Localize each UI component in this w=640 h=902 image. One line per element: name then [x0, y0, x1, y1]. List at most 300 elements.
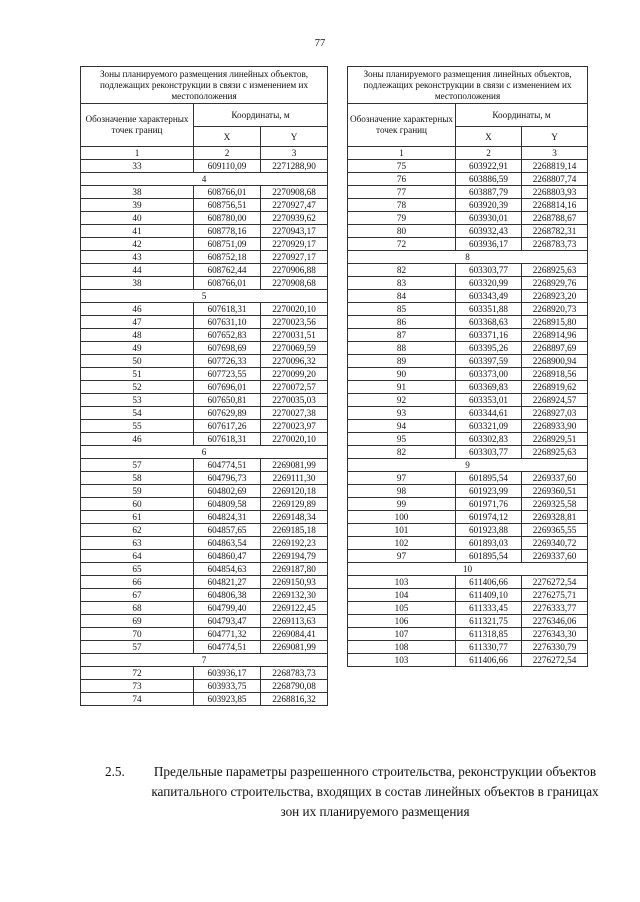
y-coordinate: 2268819,14: [522, 160, 588, 173]
x-coordinate: 608780,00: [194, 212, 261, 225]
point-id: 43: [81, 251, 194, 264]
x-coordinate: 604824,31: [194, 511, 261, 524]
zone-group-row: [348, 459, 588, 472]
y-coordinate: 2276330,79: [522, 641, 588, 654]
point-id: 99: [348, 498, 456, 511]
y-coordinate: 2276343,30: [522, 628, 588, 641]
x-coordinate: 604857,65: [194, 524, 261, 537]
point-label-header: Обозначение характерных точек границ: [81, 104, 194, 147]
y-coordinate: 2270020,10: [261, 433, 328, 446]
x-coordinate: 603932,43: [456, 225, 522, 238]
y-coordinate: 2268814,16: [522, 199, 588, 212]
table-row: [348, 433, 588, 446]
y-coordinate: 2269081,99: [261, 459, 328, 472]
y-coordinate: 2268924,57: [522, 394, 588, 407]
y-coordinate: 2268914,96: [522, 329, 588, 342]
table-row: [81, 264, 328, 277]
y-coordinate: 2269187,80: [261, 563, 328, 576]
x-coordinate: 603368,63: [456, 316, 522, 329]
table-row: [81, 186, 328, 199]
y-coordinate: 2269325,58: [522, 498, 588, 511]
table-row: [348, 576, 588, 589]
x-coordinate: 607650,81: [194, 394, 261, 407]
table-row: [81, 628, 328, 641]
zone-group-row: [81, 173, 328, 186]
table-row: [348, 511, 588, 524]
col-number-1: 1: [348, 147, 456, 160]
point-id: 97: [348, 550, 456, 563]
x-coordinate: 604799,40: [194, 602, 261, 615]
x-coordinate: 603933,75: [194, 680, 261, 693]
y-coordinate: 2269111,30: [261, 472, 328, 485]
point-id: 38: [81, 277, 194, 290]
point-id: 61: [81, 511, 194, 524]
y-coordinate: 2269132,30: [261, 589, 328, 602]
y-coordinate: 2270096,32: [261, 355, 328, 368]
y-coordinate: 2269340,72: [522, 537, 588, 550]
x-coordinate: 608766,01: [194, 186, 261, 199]
table-row: [81, 550, 328, 563]
point-id: 62: [81, 524, 194, 537]
point-id: 87: [348, 329, 456, 342]
table-row: [81, 420, 328, 433]
table-row: [81, 472, 328, 485]
table-row: [348, 641, 588, 654]
point-id: 85: [348, 303, 456, 316]
y-coordinate: 2268925,63: [522, 264, 588, 277]
y-coordinate: 2270927,17: [261, 251, 328, 264]
y-coordinate: 2268920,73: [522, 303, 588, 316]
y-coordinate: 2270023,56: [261, 316, 328, 329]
point-id: 98: [348, 485, 456, 498]
zone-group-row: [348, 563, 588, 576]
y-coordinate: 2269192,23: [261, 537, 328, 550]
x-coordinate: 607723,55: [194, 368, 261, 381]
y-coordinate: 2268923,20: [522, 290, 588, 303]
x-coordinate: 608751,09: [194, 238, 261, 251]
table-row: [348, 394, 588, 407]
point-id: 80: [348, 225, 456, 238]
coordinates-table-left: [80, 66, 328, 706]
x-coordinate: 607652,83: [194, 329, 261, 342]
table-row: [348, 212, 588, 225]
table-row: [348, 186, 588, 199]
table-row: [348, 173, 588, 186]
zone-group-row: [81, 290, 328, 303]
table-row: [81, 277, 328, 290]
x-coordinate: 603302,83: [456, 433, 522, 446]
x-coordinate: 608762,44: [194, 264, 261, 277]
x-header: X: [456, 127, 522, 147]
zone-number: 10: [348, 563, 588, 576]
x-coordinate: 603397,59: [456, 355, 522, 368]
point-id: 70: [81, 628, 194, 641]
x-coordinate: 607726,33: [194, 355, 261, 368]
point-id: 105: [348, 602, 456, 615]
y-header: Y: [522, 127, 588, 147]
table-row: [81, 693, 328, 706]
point-id: 64: [81, 550, 194, 563]
x-coordinate: 603303,77: [456, 446, 522, 459]
y-coordinate: 2270939,62: [261, 212, 328, 225]
x-coordinate: 603353,01: [456, 394, 522, 407]
y-coordinate: 2269360,51: [522, 485, 588, 498]
y-coordinate: 2269150,93: [261, 576, 328, 589]
y-coordinate: 2268933,90: [522, 420, 588, 433]
table-row: [348, 303, 588, 316]
point-id: 108: [348, 641, 456, 654]
table-row: [348, 355, 588, 368]
table-row: [81, 160, 328, 173]
table-row: [348, 238, 588, 251]
y-coordinate: 2268919,62: [522, 381, 588, 394]
y-header: Y: [261, 127, 328, 147]
point-id: 72: [348, 238, 456, 251]
point-id: 49: [81, 342, 194, 355]
x-coordinate: 603343,49: [456, 290, 522, 303]
x-coordinate: 604802,69: [194, 485, 261, 498]
point-id: 90: [348, 368, 456, 381]
x-coordinate: 604863,54: [194, 537, 261, 550]
table-row: [81, 537, 328, 550]
point-id: 54: [81, 407, 194, 420]
y-coordinate: 2270929,17: [261, 238, 328, 251]
x-coordinate: 607617,26: [194, 420, 261, 433]
x-coordinate: 604796,73: [194, 472, 261, 485]
y-coordinate: 2271288,90: [261, 160, 328, 173]
point-id: 83: [348, 277, 456, 290]
point-id: 104: [348, 589, 456, 602]
x-coordinate: 604854,63: [194, 563, 261, 576]
y-coordinate: 2270943,17: [261, 225, 328, 238]
point-id: 33: [81, 160, 194, 173]
table-row: [348, 602, 588, 615]
x-coordinate: 603936,17: [456, 238, 522, 251]
point-id: 40: [81, 212, 194, 225]
table-row: [348, 485, 588, 498]
table-row: [81, 368, 328, 381]
x-coordinate: 611406,66: [456, 654, 522, 667]
x-coordinate: 611409,10: [456, 589, 522, 602]
table-row: [348, 589, 588, 602]
point-id: 78: [348, 199, 456, 212]
y-coordinate: 2269365,55: [522, 524, 588, 537]
x-coordinate: 603887,79: [456, 186, 522, 199]
col-number-3: 3: [522, 147, 588, 160]
point-id: 73: [81, 680, 194, 693]
table-row: [81, 355, 328, 368]
point-id: 44: [81, 264, 194, 277]
point-id: 55: [81, 420, 194, 433]
x-coordinate: 604774,51: [194, 641, 261, 654]
x-coordinate: 607696,01: [194, 381, 261, 394]
x-coordinate: 601971,76: [456, 498, 522, 511]
table-row: [348, 277, 588, 290]
y-coordinate: 2276346,06: [522, 615, 588, 628]
x-coordinate: 603922,91: [456, 160, 522, 173]
x-coordinate: 601923,88: [456, 524, 522, 537]
y-coordinate: 2268788,67: [522, 212, 588, 225]
table-row: [81, 316, 328, 329]
y-coordinate: 2276275,71: [522, 589, 588, 602]
y-coordinate: 2268929,76: [522, 277, 588, 290]
table-row: [81, 342, 328, 355]
y-coordinate: 2269337,60: [522, 472, 588, 485]
point-id: 65: [81, 563, 194, 576]
point-id: 103: [348, 654, 456, 667]
y-coordinate: 2268929,51: [522, 433, 588, 446]
x-coordinate: 603936,17: [194, 667, 261, 680]
table-row: [348, 615, 588, 628]
y-coordinate: 2270027,38: [261, 407, 328, 420]
x-coordinate: 603923,85: [194, 693, 261, 706]
x-coordinate: 603920,39: [456, 199, 522, 212]
y-coordinate: 2268915,80: [522, 316, 588, 329]
table-row: [81, 303, 328, 316]
table-row: [348, 628, 588, 641]
table-row: [81, 394, 328, 407]
zone-group-row: [81, 654, 328, 667]
table-row: [81, 329, 328, 342]
table-row: [81, 524, 328, 537]
table-row: [81, 680, 328, 693]
col-number-2: 2: [194, 147, 261, 160]
table-row: [81, 589, 328, 602]
point-id: 42: [81, 238, 194, 251]
y-coordinate: 2268927,03: [522, 407, 588, 420]
table-row: [348, 329, 588, 342]
point-id: 69: [81, 615, 194, 628]
point-id: 51: [81, 368, 194, 381]
x-coordinate: 607618,31: [194, 433, 261, 446]
table-row: [81, 615, 328, 628]
x-coordinate: 611333,45: [456, 602, 522, 615]
x-coordinate: 603320,99: [456, 277, 522, 290]
y-coordinate: 2268918,56: [522, 368, 588, 381]
point-id: 53: [81, 394, 194, 407]
table-row: [81, 199, 328, 212]
table-row: [81, 433, 328, 446]
x-coordinate: 604793,47: [194, 615, 261, 628]
x-coordinate: 604806,38: [194, 589, 261, 602]
point-id: 100: [348, 511, 456, 524]
table-row: [348, 368, 588, 381]
y-coordinate: 2269328,81: [522, 511, 588, 524]
point-id: 94: [348, 420, 456, 433]
zone-number: 5: [81, 290, 328, 303]
zone-number: 9: [348, 459, 588, 472]
y-coordinate: 2270099,20: [261, 368, 328, 381]
table-row: [81, 381, 328, 394]
point-id: 72: [81, 667, 194, 680]
point-id: 82: [348, 264, 456, 277]
y-coordinate: 2269120,18: [261, 485, 328, 498]
zone-title-header: Зоны планируемого размещения линейных объектов, подлежащих реконструкции в связи с изменением их местоположения: [81, 67, 328, 104]
y-coordinate: 2268783,73: [522, 238, 588, 251]
x-coordinate: 607631,10: [194, 316, 261, 329]
y-coordinate: 2269148,34: [261, 511, 328, 524]
table-row: [348, 654, 588, 667]
table-row: [348, 199, 588, 212]
y-coordinate: 2269185,18: [261, 524, 328, 537]
x-coordinate: 603371,16: [456, 329, 522, 342]
x-coordinate: 603395,26: [456, 342, 522, 355]
point-id: 107: [348, 628, 456, 641]
point-id: 59: [81, 485, 194, 498]
x-coordinate: 604860,47: [194, 550, 261, 563]
point-id: 88: [348, 342, 456, 355]
y-coordinate: 2276272,54: [522, 576, 588, 589]
x-coordinate: 611330,77: [456, 641, 522, 654]
point-id: 58: [81, 472, 194, 485]
y-coordinate: 2268807,74: [522, 173, 588, 186]
table-row: [81, 459, 328, 472]
page-number: 77: [314, 38, 326, 49]
point-id: 93: [348, 407, 456, 420]
y-coordinate: 2269081,99: [261, 641, 328, 654]
y-coordinate: 2269122,45: [261, 602, 328, 615]
y-coordinate: 2268925,63: [522, 446, 588, 459]
table-row: [81, 641, 328, 654]
y-coordinate: 2269084,41: [261, 628, 328, 641]
table-row: [81, 407, 328, 420]
y-coordinate: 2276333,77: [522, 602, 588, 615]
zone-number: 7: [81, 654, 328, 667]
table-row: [348, 225, 588, 238]
y-coordinate: 2268900,94: [522, 355, 588, 368]
point-id: 74: [81, 693, 194, 706]
y-coordinate: 2269194,79: [261, 550, 328, 563]
x-coordinate: 603930,01: [456, 212, 522, 225]
x-coordinate: 603351,88: [456, 303, 522, 316]
x-coordinate: 603886,59: [456, 173, 522, 186]
table-row: [81, 251, 328, 264]
point-id: 84: [348, 290, 456, 303]
table-row: [81, 225, 328, 238]
x-coordinate: 601893,03: [456, 537, 522, 550]
x-coordinate: 601923,99: [456, 485, 522, 498]
y-coordinate: 2269337,60: [522, 550, 588, 563]
table-row: [81, 238, 328, 251]
point-id: 92: [348, 394, 456, 407]
table-row: [348, 550, 588, 563]
x-coordinate: 607618,31: [194, 303, 261, 316]
point-id: 89: [348, 355, 456, 368]
table-row: [81, 667, 328, 680]
y-coordinate: 2268803,93: [522, 186, 588, 199]
y-coordinate: 2270031,51: [261, 329, 328, 342]
point-id: 91: [348, 381, 456, 394]
point-id: 79: [348, 212, 456, 225]
point-id: 77: [348, 186, 456, 199]
point-id: 101: [348, 524, 456, 537]
table-row: [81, 576, 328, 589]
x-coordinate: 603321,09: [456, 420, 522, 433]
zone-title-header: Зоны планируемого размещения линейных объектов, подлежащих реконструкции в связи с изменением их местоположения: [348, 67, 588, 104]
coords-label-header: Координаты, м: [456, 104, 588, 127]
point-id: 97: [348, 472, 456, 485]
table-row: [348, 446, 588, 459]
point-id: 102: [348, 537, 456, 550]
table-row: [81, 602, 328, 615]
point-id: 63: [81, 537, 194, 550]
point-label-header: Обозначение характерных точек границ: [348, 104, 456, 147]
x-coordinate: 604821,27: [194, 576, 261, 589]
x-coordinate: 611406,66: [456, 576, 522, 589]
table-row: [348, 420, 588, 433]
point-id: 86: [348, 316, 456, 329]
point-id: 68: [81, 602, 194, 615]
y-coordinate: 2269113,63: [261, 615, 328, 628]
y-coordinate: 2268897,69: [522, 342, 588, 355]
point-id: 39: [81, 199, 194, 212]
point-id: 106: [348, 615, 456, 628]
y-coordinate: 2268790,08: [261, 680, 328, 693]
table-row: [348, 316, 588, 329]
point-id: 50: [81, 355, 194, 368]
point-id: 57: [81, 459, 194, 472]
x-coordinate: 609110,09: [194, 160, 261, 173]
table-row: [348, 342, 588, 355]
point-id: 66: [81, 576, 194, 589]
y-coordinate: 2268816,32: [261, 693, 328, 706]
zone-number: 8: [348, 251, 588, 264]
table-row: [81, 563, 328, 576]
point-id: 67: [81, 589, 194, 602]
point-id: 48: [81, 329, 194, 342]
x-coordinate: 603303,77: [456, 264, 522, 277]
y-coordinate: 2268783,73: [261, 667, 328, 680]
point-id: 41: [81, 225, 194, 238]
x-coordinate: 603344,61: [456, 407, 522, 420]
y-coordinate: 2276272,54: [522, 654, 588, 667]
table-row: [348, 472, 588, 485]
x-coordinate: 604771,32: [194, 628, 261, 641]
zone-group-row: [348, 251, 588, 264]
point-id: 82: [348, 446, 456, 459]
table-row: [348, 264, 588, 277]
table-row: [348, 407, 588, 420]
point-id: 76: [348, 173, 456, 186]
y-coordinate: 2270020,10: [261, 303, 328, 316]
zone-number: 4: [81, 173, 328, 186]
x-coordinate: 608752,18: [194, 251, 261, 264]
point-id: 46: [81, 433, 194, 446]
table-row: [348, 381, 588, 394]
x-coordinate: 607629,89: [194, 407, 261, 420]
zone-group-row: [81, 446, 328, 459]
y-coordinate: 2270035,03: [261, 394, 328, 407]
point-id: 95: [348, 433, 456, 446]
x-coordinate: 611321,75: [456, 615, 522, 628]
x-coordinate: 601895,54: [456, 550, 522, 563]
y-coordinate: 2269129,89: [261, 498, 328, 511]
col-number-2: 2: [456, 147, 522, 160]
point-id: 52: [81, 381, 194, 394]
y-coordinate: 2270023,97: [261, 420, 328, 433]
x-coordinate: 603373,00: [456, 368, 522, 381]
table-row: [348, 498, 588, 511]
x-coordinate: 601895,54: [456, 472, 522, 485]
col-number-1: 1: [81, 147, 194, 160]
x-coordinate: 608778,16: [194, 225, 261, 238]
y-coordinate: 2270908,68: [261, 186, 328, 199]
table-row: [81, 511, 328, 524]
x-coordinate: 607698,69: [194, 342, 261, 355]
x-coordinate: 608756,51: [194, 199, 261, 212]
x-coordinate: 608766,01: [194, 277, 261, 290]
zone-number: 6: [81, 446, 328, 459]
